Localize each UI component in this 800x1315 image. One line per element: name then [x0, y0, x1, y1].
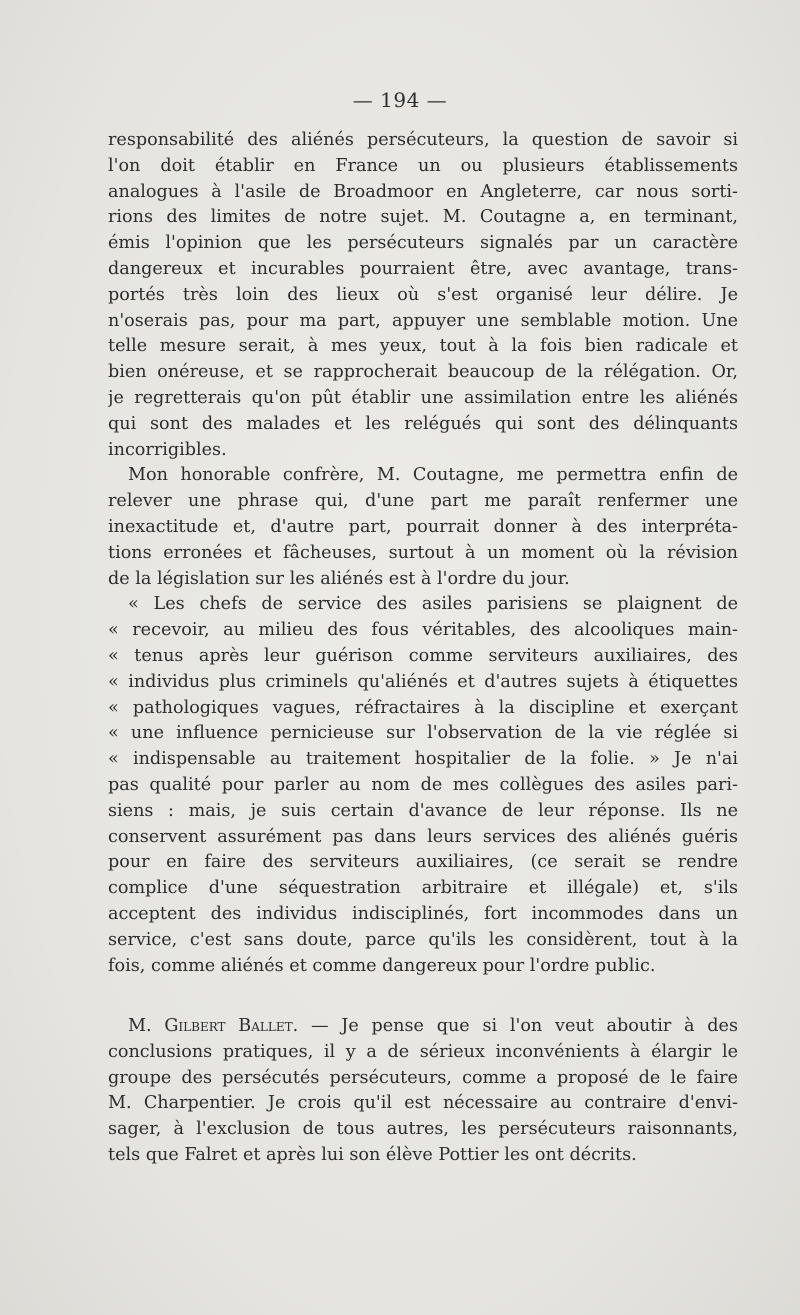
- text-line: Mon honorable confrère, M. Coutagne, me permettra enfin de: [128, 465, 738, 486]
- page-number: — 194 —: [352, 88, 448, 112]
- text-line: « pathologiques vagues, réfractaires à la discipline et exerçant: [108, 697, 738, 718]
- text-line: tels que Falret et après lui son élève Pottier les ont décrits.: [108, 1144, 637, 1165]
- paragraph-1: [108, 128, 738, 463]
- paragraph-3: [108, 592, 738, 979]
- text-line: « recevoir, au milieu des fous véritables, des alcooliques main-: [108, 620, 738, 641]
- text-line: rions des limites de notre sujet. M. Coutagne a, en terminant,: [108, 207, 738, 228]
- text-line: incorrigibles.: [108, 439, 227, 460]
- text-line: M. Charpentier. Je crois qu'il est nécessaire au contraire d'envi-: [108, 1093, 738, 1114]
- paragraph-2: [108, 463, 738, 592]
- text-line: pour en faire des serviteurs auxiliaires, (ce serait se rendre: [108, 852, 738, 873]
- text-line: je regretterais qu'on pût établir une assimilation entre les aliénés: [108, 387, 738, 408]
- text-line: portés très loin des lieux où s'est organisé leur délire. Je: [108, 284, 738, 305]
- main-text: [108, 128, 738, 979]
- text-line: fois, comme aliénés et comme dangereux pour l'ordre public.: [108, 955, 656, 976]
- text-line: inexactitude et, d'autre part, pourrait donner à des interpréta-: [108, 516, 738, 537]
- text-line: groupe des persécutés persécuteurs, comme a proposé de le faire: [108, 1067, 738, 1088]
- text-line: émis l'opinion que les persécuteurs signalés par un caractère: [108, 233, 738, 254]
- text-line: bien onéreuse, et se rapprocherait beaucoup de la rélégation. Or,: [108, 362, 738, 383]
- text-line: acceptent des individus indisciplinés, fort incommodes dans un: [108, 903, 738, 924]
- text-line: conservent assurément pas dans leurs services des aliénés guéris: [108, 826, 738, 847]
- discussion-text: [108, 1014, 738, 1169]
- text-line: dangereux et incurables pourraient être, avec avantage, trans-: [108, 258, 738, 279]
- text-line: « une influence pernicieuse sur l'observation de la vie réglée si: [108, 723, 738, 744]
- text-line: tions erronées et fâcheuses, surtout à un moment où la révision: [108, 542, 738, 563]
- text-line: responsabilité des aliénés persécuteurs, la question de savoir si: [108, 130, 738, 150]
- text-line: telle mesure serait, à mes yeux, tout à la fois bien radicale et: [108, 336, 738, 357]
- text-line: « indispensable au traitement hospitalier de la folie. » Je n'ai: [108, 749, 738, 770]
- text-line: « tenus après leur guérison comme serviteurs auxiliaires, des: [108, 645, 738, 666]
- text-line: de la législation sur les aliénés est à l'ordre du jour.: [108, 568, 570, 589]
- speaker-name: M. Gilbert Ballet.: [128, 1016, 299, 1036]
- text-line: qui sont des malades et les relégués qui sont des délinquants: [108, 413, 738, 434]
- text-line: siens : mais, je suis certain d'avance de leur réponse. Ils ne: [108, 800, 738, 821]
- text-line: relever une phrase qui, d'une part me paraît renfermer une: [108, 491, 738, 512]
- text-line: service, c'est sans doute, parce qu'ils les considèrent, tout à la: [108, 929, 738, 950]
- text-line: pas qualité pour parler au nom de mes collègues des asiles pari-: [108, 774, 738, 795]
- paragraph-4: [108, 1014, 738, 1169]
- text-line: conclusions pratiques, il y a de sérieux inconvénients à élargir le: [108, 1041, 738, 1062]
- text-line: n'oserais pas, pour ma part, appuyer une semblable motion. Une: [108, 310, 738, 331]
- text-line: l'on doit établir en France un ou plusieurs établissements: [108, 155, 738, 176]
- text-line: complice d'une séquestration arbitraire et illégale) et, s'ils: [108, 878, 738, 899]
- text-line: « individus plus criminels qu'aliénés et d'autres sujets à étiquettes: [108, 671, 738, 692]
- text-line: « Les chefs de service des asiles parisiens se plaignent de: [128, 594, 738, 615]
- speaker-text: — Je pense que si l'on veut aboutir à des: [310, 1016, 738, 1036]
- text-line: [108, 1014, 738, 1040]
- text-line: sager, à l'exclusion de tous autres, les persécuteurs raisonnants,: [108, 1119, 738, 1140]
- text-line: analogues à l'asile de Broadmoor en Angleterre, car nous sorti-: [108, 181, 738, 202]
